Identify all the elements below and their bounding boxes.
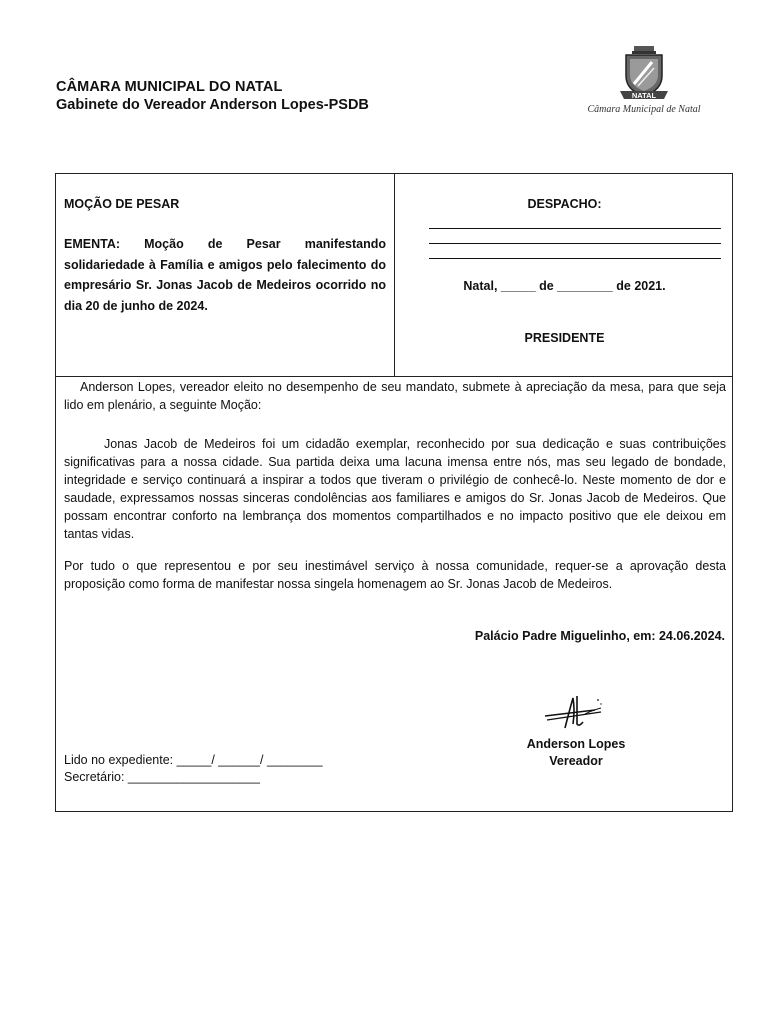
seal-caption: Câmara Municipal de Natal [587, 104, 701, 115]
motion-form [55, 173, 733, 812]
header-office: Gabinete do Vereador Anderson Lopes-PSDB [56, 97, 369, 113]
signer-role: Vereador [549, 754, 603, 768]
dispatch-blank-line [429, 244, 721, 259]
motion-ementa: EMENTA: Moção de Pesar manifestando solidariedade à Família e amigos pelo falecimento do empresário Sr. Jonas Jacob de Medeiros ocorrido no dia 20 de junho de 2024. [64, 237, 386, 313]
dispatch-blank-line [429, 229, 721, 244]
handwritten-signature-icon [543, 694, 613, 730]
motion-summary-cell [56, 174, 395, 376]
chamber-seal [582, 44, 706, 124]
form-top-row [56, 174, 732, 377]
reading-date-field: Lido no expediente: _____/ ______/ ________ [64, 753, 323, 767]
reading-fields [64, 752, 323, 786]
signer-block [496, 736, 656, 770]
motion-final-paragraph: Por tudo o que representou e por seu inestimável serviço à nossa comunidade, requer-se a aprovação desta proposição como forma de manifestar nossa singela homenagem ao Sr. Jonas Jacob de Medeiros. [64, 559, 726, 591]
document-header [56, 79, 369, 113]
place-and-date: Palácio Padre Miguelinho, em: 24.06.2024. [474, 629, 725, 643]
header-institution: CÂMARA MUNICIPAL DO NATAL [56, 79, 283, 95]
dispatch-title: DESPACHO: [527, 197, 602, 211]
secretary-field: Secretário: ___________________ [64, 770, 261, 784]
dispatch-blank-line [429, 214, 721, 229]
seal-banner-text: NATAL [631, 91, 657, 100]
motion-intro-paragraph: Anderson Lopes, vereador eleito no desempenho de seu mandato, submete à apreciação da mesa, para que seja lido em plenário, a seguinte Moção: [64, 380, 726, 412]
motion-body [64, 376, 726, 593]
dispatch-president-label: PRESIDENTE [524, 331, 605, 345]
motion-main-paragraph: Jonas Jacob de Medeiros foi um cidadão exemplar, reconhecido por sua dedicação e suas contribuições significativas para a nossa cidade. Sua partida deixa uma lacuna imensa entre nós, mas seu legado de bondade, integridade e serviço continuará a inspirar a todos que tiveram o privilégio de conhecê-lo. Neste momento de dor e saudade, expressamos nossas sinceras condolências aos familiares e amigos do Sr. Jonas Jacob de Medeiros. Que possam encontrar conforto na lembrança dos momentos compartilhados e no impacto positivo que ele deixou em tantas vidas. [64, 437, 726, 541]
signer-name: Anderson Lopes [526, 737, 626, 751]
dispatch-date-line: Natal, _____ de ________ de 2021. [463, 279, 666, 293]
dispatch-cell [395, 174, 734, 376]
motion-type-title: MOÇÃO DE PESAR [64, 197, 180, 211]
chamber-seal-emblem-icon [618, 44, 670, 104]
